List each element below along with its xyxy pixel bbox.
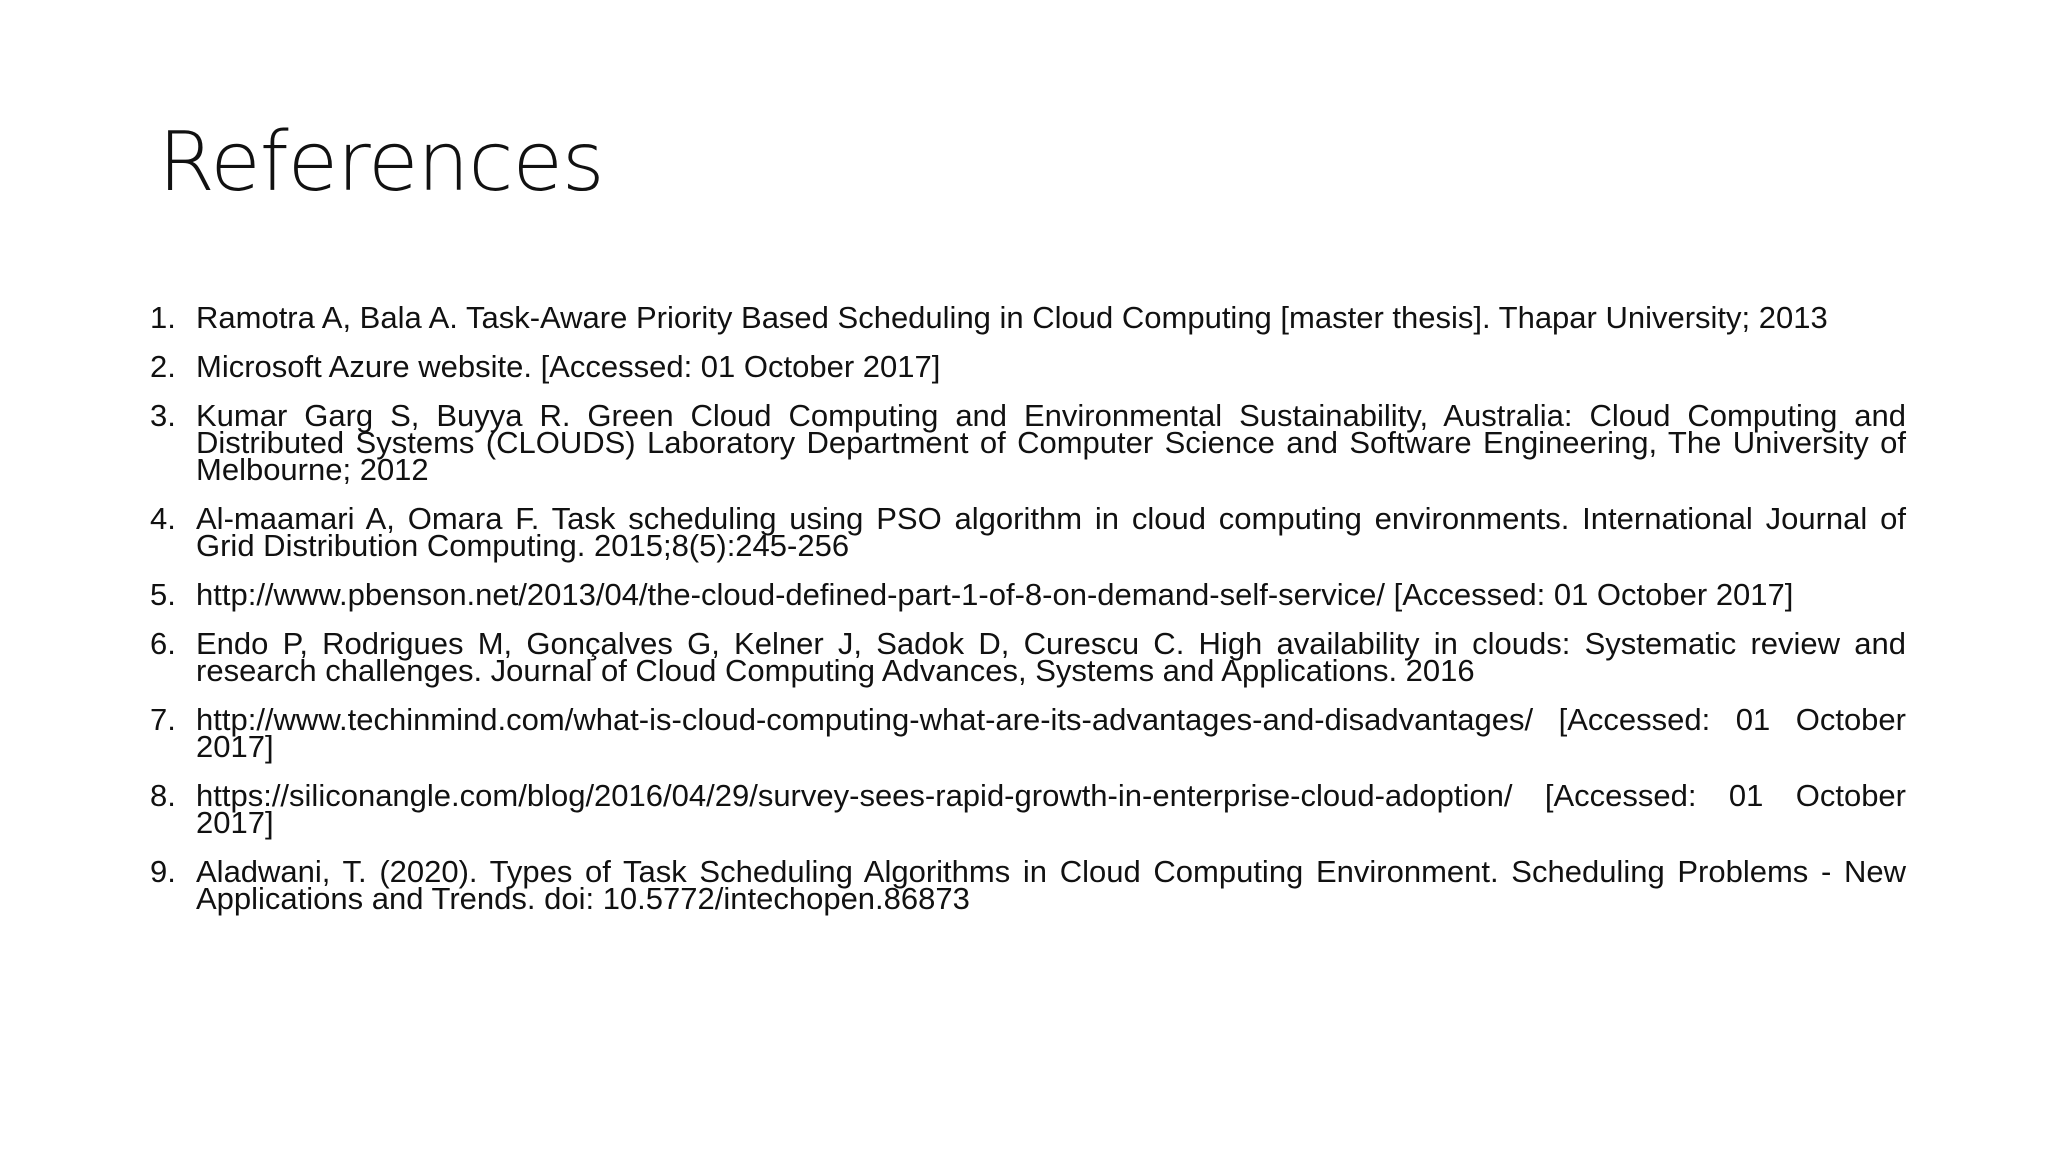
reference-item-3 — [150, 398, 1906, 487]
reference-item-5 — [150, 577, 1906, 612]
reference-number: 1. — [150, 300, 176, 335]
reference-text: http://www.techinmind.com/what-is-cloud-computing-what-are-its-advantages-and-disadvantages/ [Accessed: 01 October 2017] — [196, 702, 1906, 764]
reference-item-1 — [150, 300, 1906, 335]
reference-item-7 — [150, 702, 1906, 764]
reference-text: Endo P, Rodrigues M, Gonçalves G, Kelner J, Sadok D, Curescu C. High availability in clouds: Systematic review and research challenges. Journal of Cloud Computing Advances, Systems and Applications. 2016 — [196, 626, 1906, 688]
reference-item-4 — [150, 501, 1906, 563]
reference-text: http://www.pbenson.net/2013/04/the-cloud-defined-part-1-of-8-on-demand-self-service/ [Accessed: 01 October 2017] — [196, 577, 1794, 612]
reference-text: Ramotra A, Bala A. Task-Aware Priority Based Scheduling in Cloud Computing [master thesis]. Thapar University; 2013 — [196, 300, 1828, 335]
reference-number: 8. — [150, 778, 176, 813]
reference-number: 3. — [150, 398, 176, 433]
reference-number: 9. — [150, 854, 176, 889]
reference-text: Aladwani, T. (2020). Types of Task Scheduling Algorithms in Cloud Computing Environment. Scheduling Problems - New Applications and Trends. doi: 10.5772/intechopen.86873 — [196, 854, 1906, 916]
reference-text: Kumar Garg S, Buyya R. Green Cloud Computing and Environmental Sustainability, Australia: Cloud Computing and Distributed Systems (CLOUDS) Laboratory Department of Computer Science and Software Engineering, The University of Melbourne; 2012 — [196, 398, 1906, 487]
reference-item-9 — [150, 854, 1906, 916]
reference-number: 5. — [150, 577, 176, 612]
reference-number: 7. — [150, 702, 176, 737]
reference-text: Al-maamari A, Omara F. Task scheduling using PSO algorithm in cloud computing environments. International Journal of Grid Distribution Computing. 2015;8(5):245-256 — [196, 501, 1906, 563]
reference-item-6 — [150, 626, 1906, 688]
reference-item-2 — [150, 349, 1906, 384]
slide-title: References — [158, 115, 604, 210]
reference-number: 4. — [150, 501, 176, 536]
reference-text: Microsoft Azure website. [Accessed: 01 October 2017] — [196, 349, 941, 384]
reference-text: https://siliconangle.com/blog/2016/04/29/survey-sees-rapid-growth-in-enterprise-cloud-adoption/ [Accessed: 01 October 2017] — [196, 778, 1906, 840]
reference-number: 6. — [150, 626, 176, 661]
reference-item-8 — [150, 778, 1906, 840]
references-list — [150, 300, 1906, 934]
reference-number: 2. — [150, 349, 176, 384]
